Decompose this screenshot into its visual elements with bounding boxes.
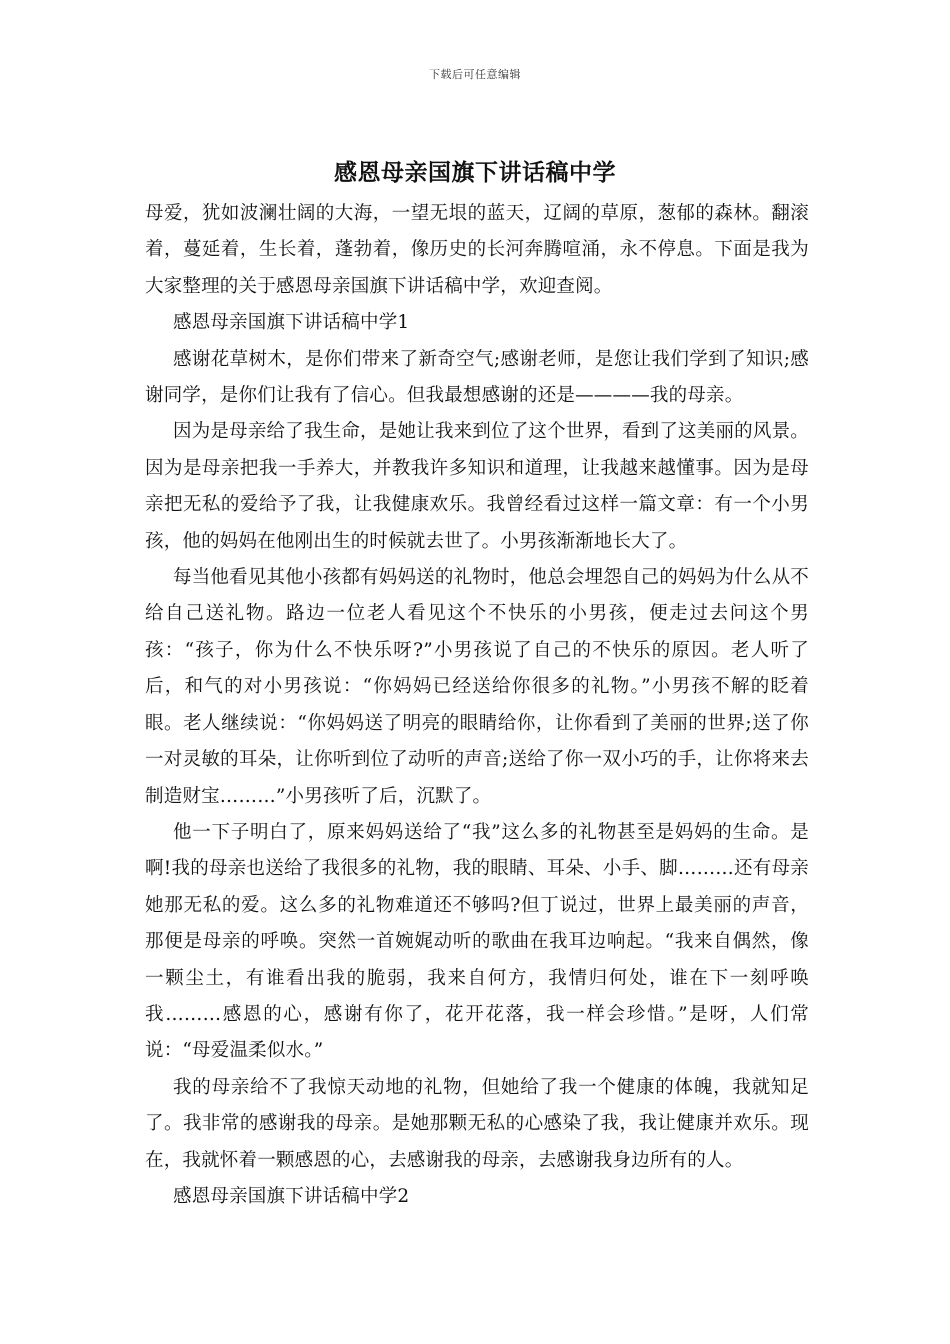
section-heading-1: 感恩母亲国旗下讲话稿中学1 [173,312,410,334]
page-header-note: 下载后可任意编辑 [429,68,521,81]
body-paragraph: 感谢花草树木，是你们带来了新奇空气;感谢老师，是您让我们学到了知识;感谢同学，是你们让我有了信心。但我最想感谢的还是————我的母亲。 [145,348,809,407]
section-heading-2: 感恩母亲国旗下讲话稿中学2 [173,1185,410,1207]
page-title: 感恩母亲国旗下讲话稿中学 [334,160,616,186]
body-paragraph: 因为是母亲给了我生命，是她让我来到位了这个世界，看到了这美丽的风景。因为是母亲把我一手养大，并教我许多知识和道理，让我越来越懂事。因为是母亲把无私的爱给予了我，让我健康欢乐。我曾经看过这样一篇文章：有一个小男孩，他的妈妈在他刚出生的时候就去世了。小男孩渐渐地长大了。 [145,421,809,552]
body-paragraph: 他一下子明白了，原来妈妈送给了“我”这么多的礼物甚至是妈妈的生命。是啊!我的母亲也送给了我很多的礼物，我的眼睛、耳朵、小手、脚………还有母亲她那无私的爱。这么多的礼物难道还不够吗?但丁说过，世界上最美丽的声音，那便是母亲的呼唤。突然一首婉娓动听的歌曲在我耳边响起。“我来自偶然，像一颗尘土，有谁看出我的脆弱，我来自何方，我情归何处，谁在下一刻呼唤我………感恩的心，感谢有你了，花开花落，我一样会珍惜。”是呀，人们常说：“母爱温柔似水。” [145,821,809,1062]
body-paragraph: 每当他看见其他小孩都有妈妈送的礼物时，他总会埋怨自己的妈妈为什么从不给自己送礼物。路边一位老人看见这个不快乐的小男孩，便走过去问这个男孩：“孩子，你为什么不快乐呀?”小男孩说了自己的不快乐的原因。老人听了后，和气的对小男孩说：“你妈妈已经送给你很多的礼物。”小男孩不解的眨着眼。老人继续说：“你妈妈送了明亮的眼睛给你，让你看到了美丽的世界;送了你一对灵敏的耳朵，让你听到位了动听的声音;送给了你一双小巧的手，让你将来去制造财宝………”小男孩听了后，沉默了。 [145,567,809,807]
body-paragraph: 我的母亲给不了我惊天动地的礼物，但她给了我一个健康的体魄，我就知足了。我非常的感谢我的母亲。是她那颗无私的心感染了我，我让健康并欢乐。现在，我就怀着一颗感恩的心，去感谢我的母亲，去感谢我身边所有的人。 [145,1076,809,1171]
intro-paragraph: 母爱，犹如波澜壮阔的大海，一望无垠的蓝天，辽阔的草原，葱郁的森林。翻滚着，蔓延着，生长着，蓬勃着，像历史的长河奔腾喧涌，永不停息。下面是我为大家整理的关于感恩母亲国旗下讲话稿中学，欢迎查阅。 [145,203,809,297]
document-body [145,196,809,1215]
